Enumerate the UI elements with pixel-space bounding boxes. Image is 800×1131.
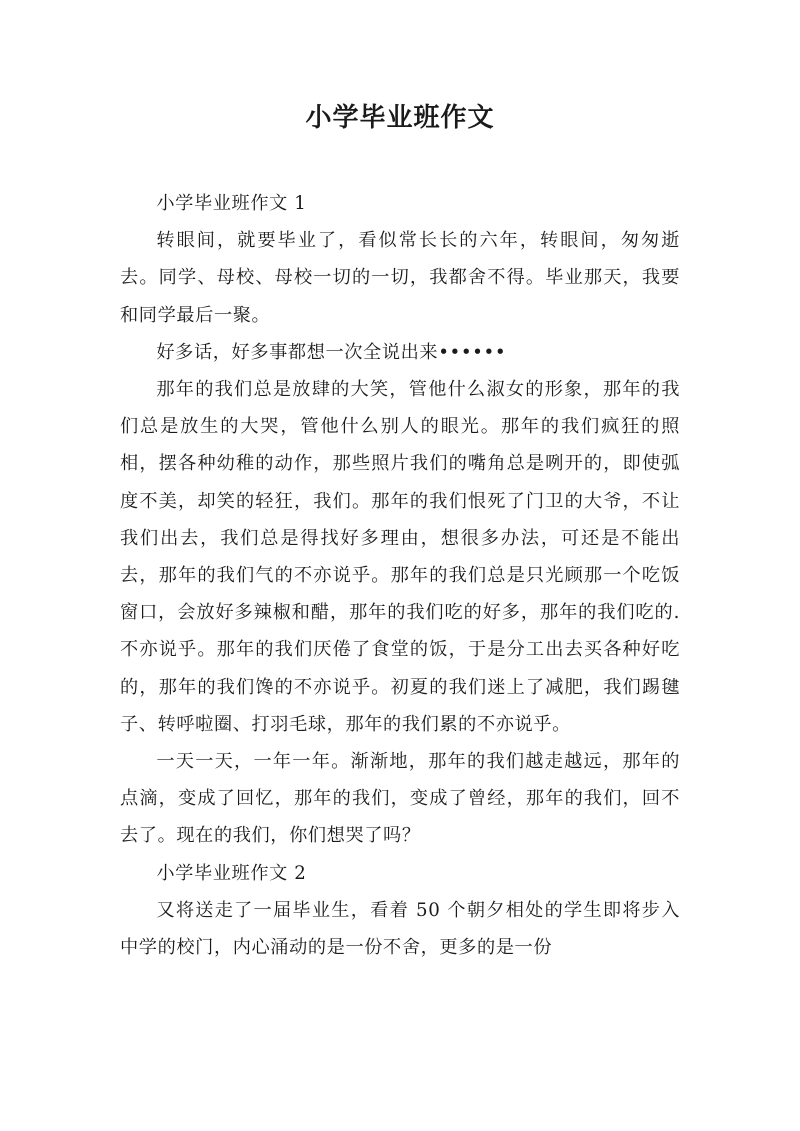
paragraph: 那年的我们总是放肆的大笑，管他什么淑女的形象，那年的我们总是放生的大哭，管他什么别人的眼光。那年的我们疯狂的照相，摆各种幼稚的动作，那些照片我们的嘴角总是咧开的，即使弧度不美，却笑的轻狂，我们。那年的我们恨死了门卫的大爷，不让我们出去，我们总是得找好多理由，想很多办法，可还是不能出去，那年的我们气的不亦说乎。那年的我们总是只光顾那一个吃饭窗口，会放好多辣椒和醋，那年的我们吃的好多，那年的我们吃的.不亦说乎。那年的我们厌倦了食堂的饭，于是分工出去买各种好吃的，那年的我们馋的不亦说乎。初夏的我们迷上了减肥，我们踢毽子、转呼啦圈、打羽毛球，那年的我们累的不亦说乎。 [120,379,680,735]
paragraph: 好多话，好多事都想一次全说出来•••••• [156,341,507,363]
paragraph: 一天一天，一年一年。渐渐地，那年的我们越走越远，那年的点滴，变成了回忆，那年的我们，变成了曾经，那年的我们，回不去了。现在的我们，你们想哭了吗？ [120,751,680,847]
paragraph: 又将送走了一届毕业生，看着 50 个朝夕相处的学生即将步入中学的校门，内心涌动的是一份不舍，更多的是一份 [120,899,680,959]
essay-heading-1: 小学毕业班作文 1 [156,193,307,214]
paragraph: 转眼间，就要毕业了，看似常长长的六年，转眼间，匆匆逝去。同学、母校、母校一切的一切，我都舍不得。毕业那天，我要和同学最后一聚。 [120,230,680,326]
document-body [120,185,680,966]
essay-heading-2: 小学毕业班作文 2 [156,862,307,884]
document-title: 小学毕业班作文 [305,103,495,133]
